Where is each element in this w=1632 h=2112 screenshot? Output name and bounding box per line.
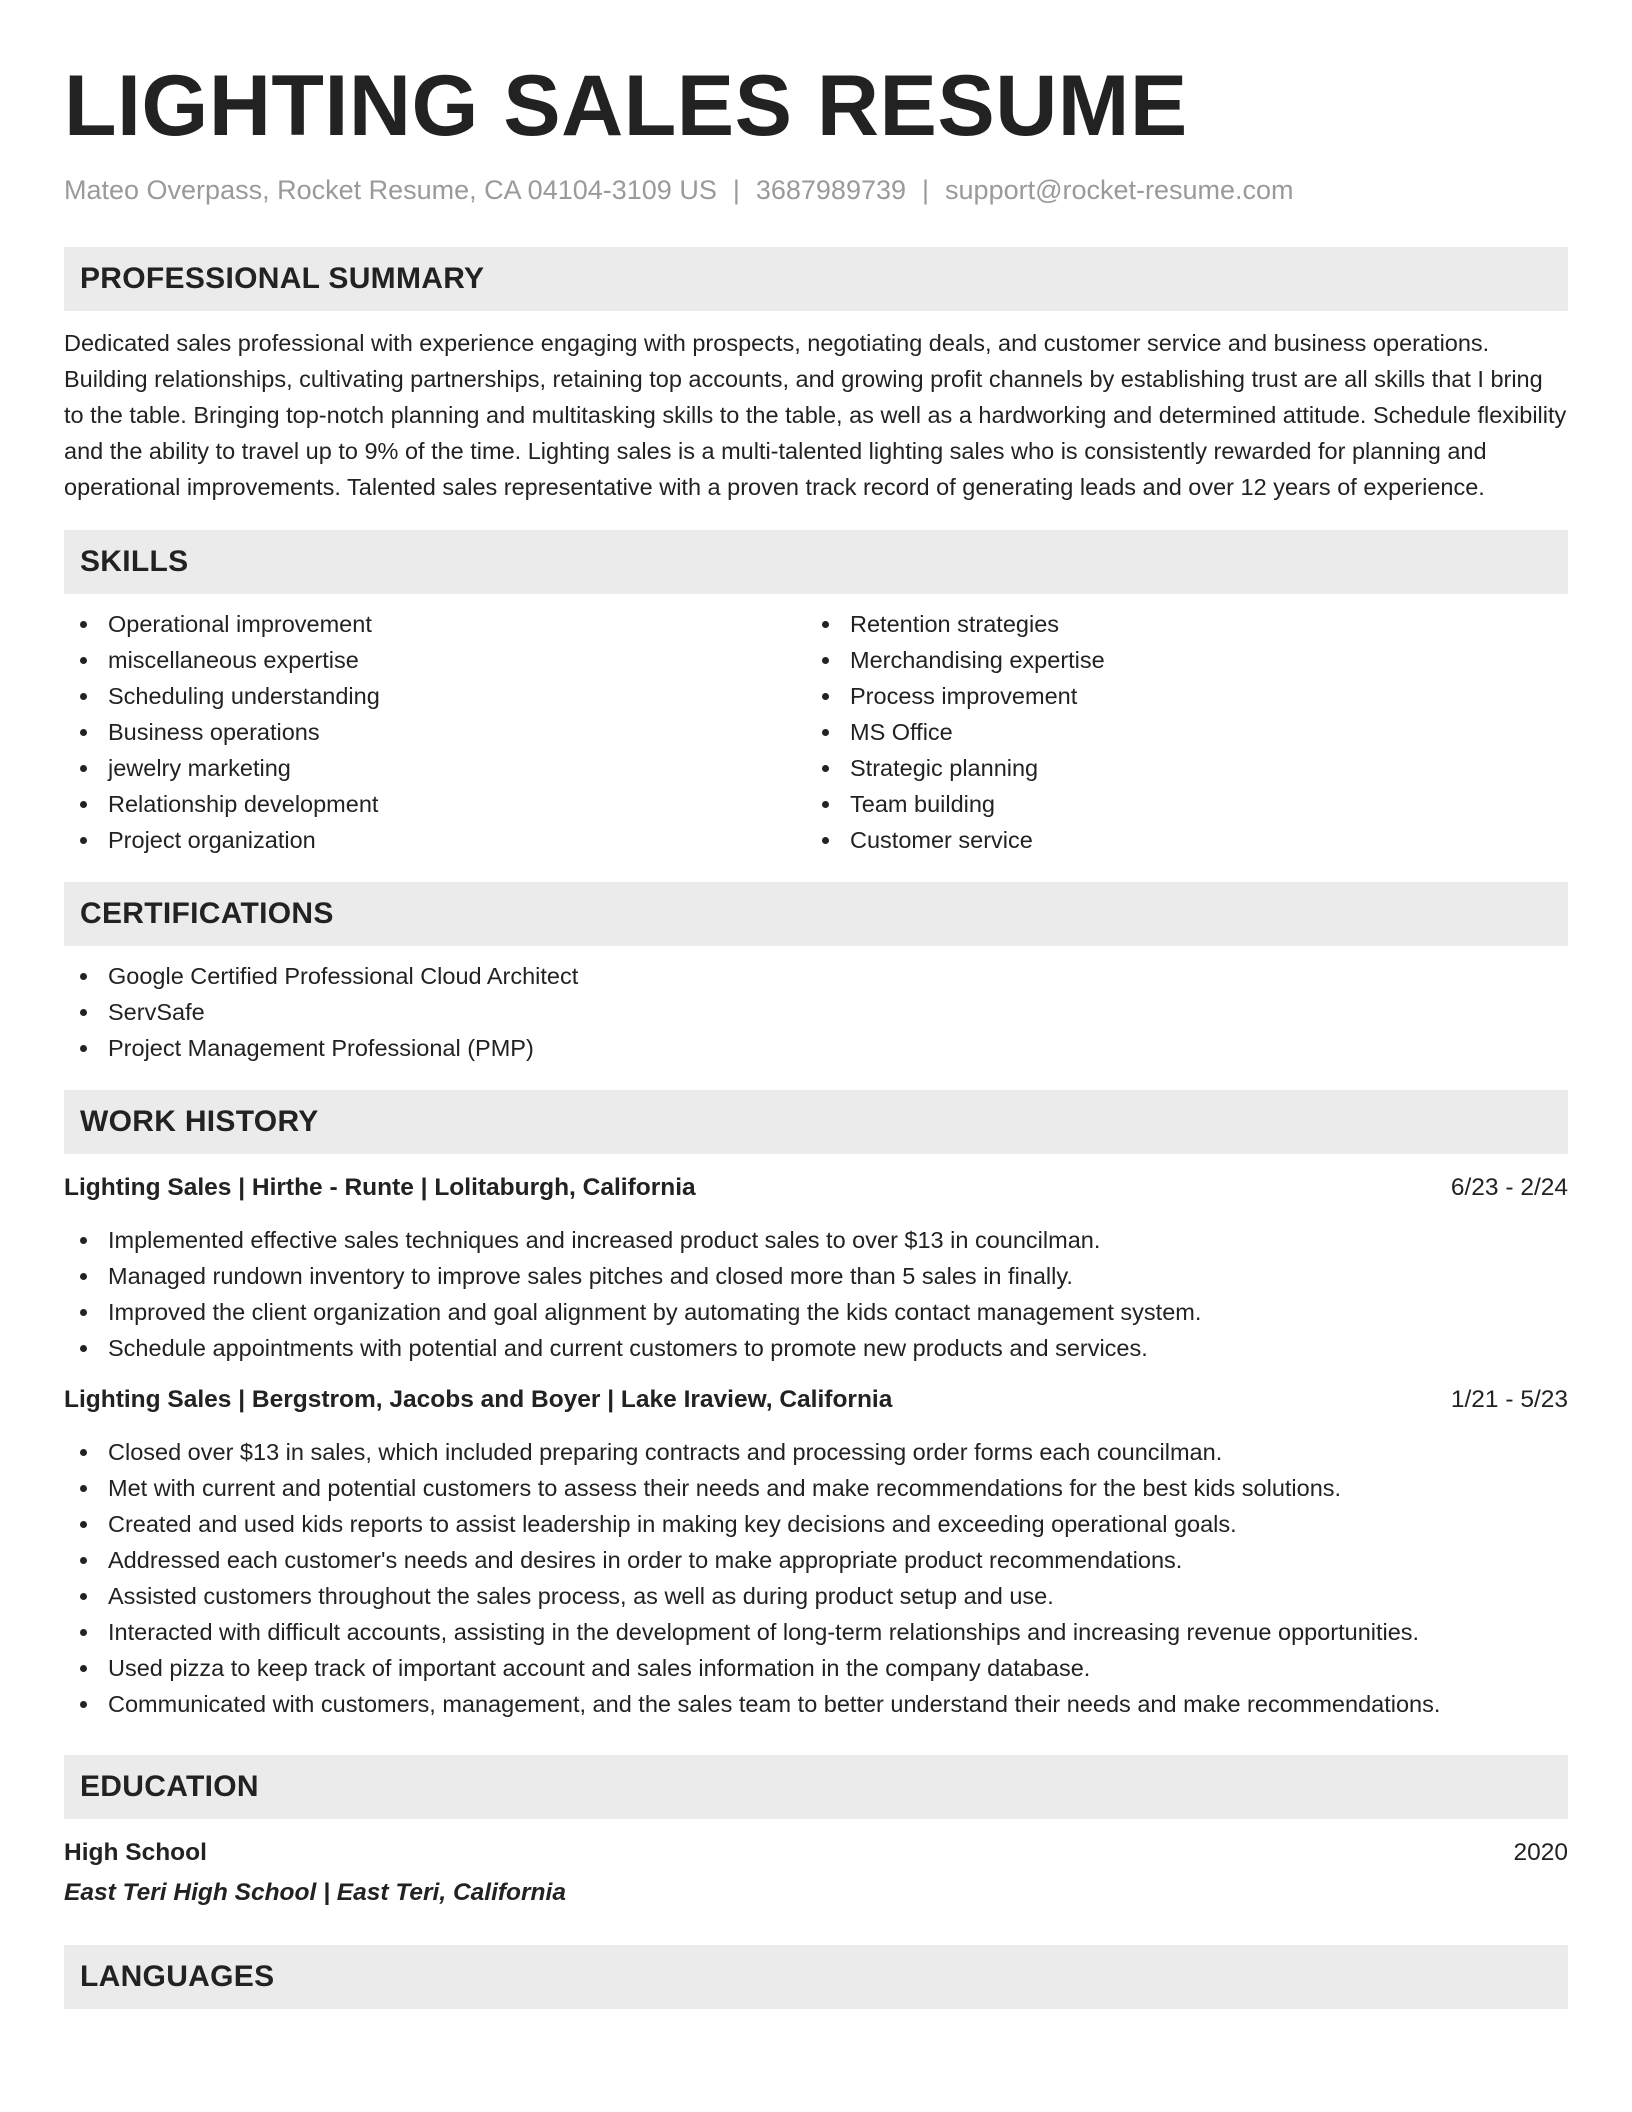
job-entry <box>64 1382 1568 1722</box>
skill-item: Process improvement <box>806 678 1548 714</box>
education-entry <box>64 1835 1568 1911</box>
job-entry <box>64 1170 1568 1366</box>
resume-title: LIGHTING SALES RESUME <box>64 58 1188 154</box>
certifications-heading: CERTIFICATIONS <box>64 882 1568 946</box>
certification-item: Google Certified Professional Cloud Architect <box>64 958 1568 994</box>
skill-item: jewelry marketing <box>64 750 806 786</box>
skills-column-left <box>64 606 806 858</box>
job-header <box>64 1170 1568 1206</box>
languages-heading: LANGUAGES <box>64 1945 1568 2009</box>
certifications-list <box>64 958 1568 1066</box>
job-bullet: Communicated with customers, management, and the sales team to better understand their needs and make recommendations. <box>64 1686 1568 1722</box>
summary-text: Dedicated sales professional with experience engaging with prospects, negotiating deals, and customer service and business operations. Building relationships, cultivating partnerships, retaining top accounts, and growing profit channels by establishing trust are all skills that I bring to the table. Bringing top-notch planning and multitasking skills to the table, as well as a hardworking and determined attitude. Schedule flexibility and the ability to travel up to 9% of the time. Lighting sales is a multi-talented lighting sales who is consistently rewarded for planning and operational improvements. Talented sales representative with a proven track record of generating leads and over 12 years of experience. <box>64 330 1567 500</box>
skill-item: Scheduling understanding <box>64 678 806 714</box>
skills-grid <box>64 606 1568 858</box>
job-bullet: Schedule appointments with potential and current customers to promote new products and services. <box>64 1330 1568 1366</box>
job-bullet: Used pizza to keep track of important account and sales information in the company database. <box>64 1650 1568 1686</box>
job-bullets <box>64 1222 1568 1366</box>
summary-heading: PROFESSIONAL SUMMARY <box>64 247 1568 311</box>
skill-item: Strategic planning <box>806 750 1548 786</box>
skill-item: Retention strategies <box>806 606 1548 642</box>
contact-separator: | <box>732 175 740 205</box>
education-degree: High School <box>64 1839 207 1866</box>
contact-line <box>64 172 1568 208</box>
skill-item: MS Office <box>806 714 1548 750</box>
skill-item: Business operations <box>64 714 806 750</box>
job-title-company: Lighting Sales | Hirthe - Runte | Lolitaburgh, California <box>64 1174 696 1201</box>
skill-item: Customer service <box>806 822 1548 858</box>
education-row <box>64 1835 1568 1871</box>
job-bullet: Addressed each customer's needs and desires in order to make appropriate product recommendations. <box>64 1542 1568 1578</box>
certification-item: Project Management Professional (PMP) <box>64 1030 1568 1066</box>
contact-separator: | <box>922 175 930 205</box>
skills-heading: SKILLS <box>64 530 1568 594</box>
job-title-company: Lighting Sales | Bergstrom, Jacobs and Boyer | Lake Iraview, California <box>64 1386 893 1413</box>
job-dates: 6/23 - 2/24 <box>1450 1174 1568 1201</box>
skill-item: Relationship development <box>64 786 806 822</box>
job-dates: 1/21 - 5/23 <box>1450 1386 1568 1413</box>
contact-email: support@rocket-resume.com <box>945 175 1294 205</box>
job-header <box>64 1382 1568 1418</box>
job-bullet: Met with current and potential customers to assess their needs and make recommendations for the best kids solutions. <box>64 1470 1568 1506</box>
skill-item: Operational improvement <box>64 606 806 642</box>
certification-item: ServSafe <box>64 994 1568 1030</box>
skill-item: Project organization <box>64 822 806 858</box>
job-bullet: Managed rundown inventory to improve sales pitches and closed more than 5 sales in finally. <box>64 1258 1568 1294</box>
contact-address: Mateo Overpass, Rocket Resume, CA 04104-3109 US <box>64 175 717 205</box>
job-bullet: Assisted customers throughout the sales process, as well as during product setup and use. <box>64 1578 1568 1614</box>
education-heading: EDUCATION <box>64 1755 1568 1819</box>
skill-item: Team building <box>806 786 1548 822</box>
work-history-heading: WORK HISTORY <box>64 1090 1568 1154</box>
job-bullets <box>64 1434 1568 1722</box>
education-year: 2020 <box>1513 1839 1568 1866</box>
education-school: East Teri High School | East Teri, California <box>64 1879 566 1906</box>
contact-phone: 3687989739 <box>755 175 907 205</box>
skill-item: Merchandising expertise <box>806 642 1548 678</box>
job-bullet: Implemented effective sales techniques and increased product sales to over $13 in councilman. <box>64 1222 1568 1258</box>
job-bullet: Created and used kids reports to assist leadership in making key decisions and exceeding operational goals. <box>64 1506 1568 1542</box>
job-bullet: Improved the client organization and goal alignment by automating the kids contact management system. <box>64 1294 1568 1330</box>
job-bullet: Interacted with difficult accounts, assisting in the development of long-term relationships and increasing revenue opportunities. <box>64 1614 1568 1650</box>
skill-item: miscellaneous expertise <box>64 642 806 678</box>
skills-column-right <box>806 606 1548 858</box>
job-bullet: Closed over $13 in sales, which included preparing contracts and processing order forms each councilman. <box>64 1434 1568 1470</box>
